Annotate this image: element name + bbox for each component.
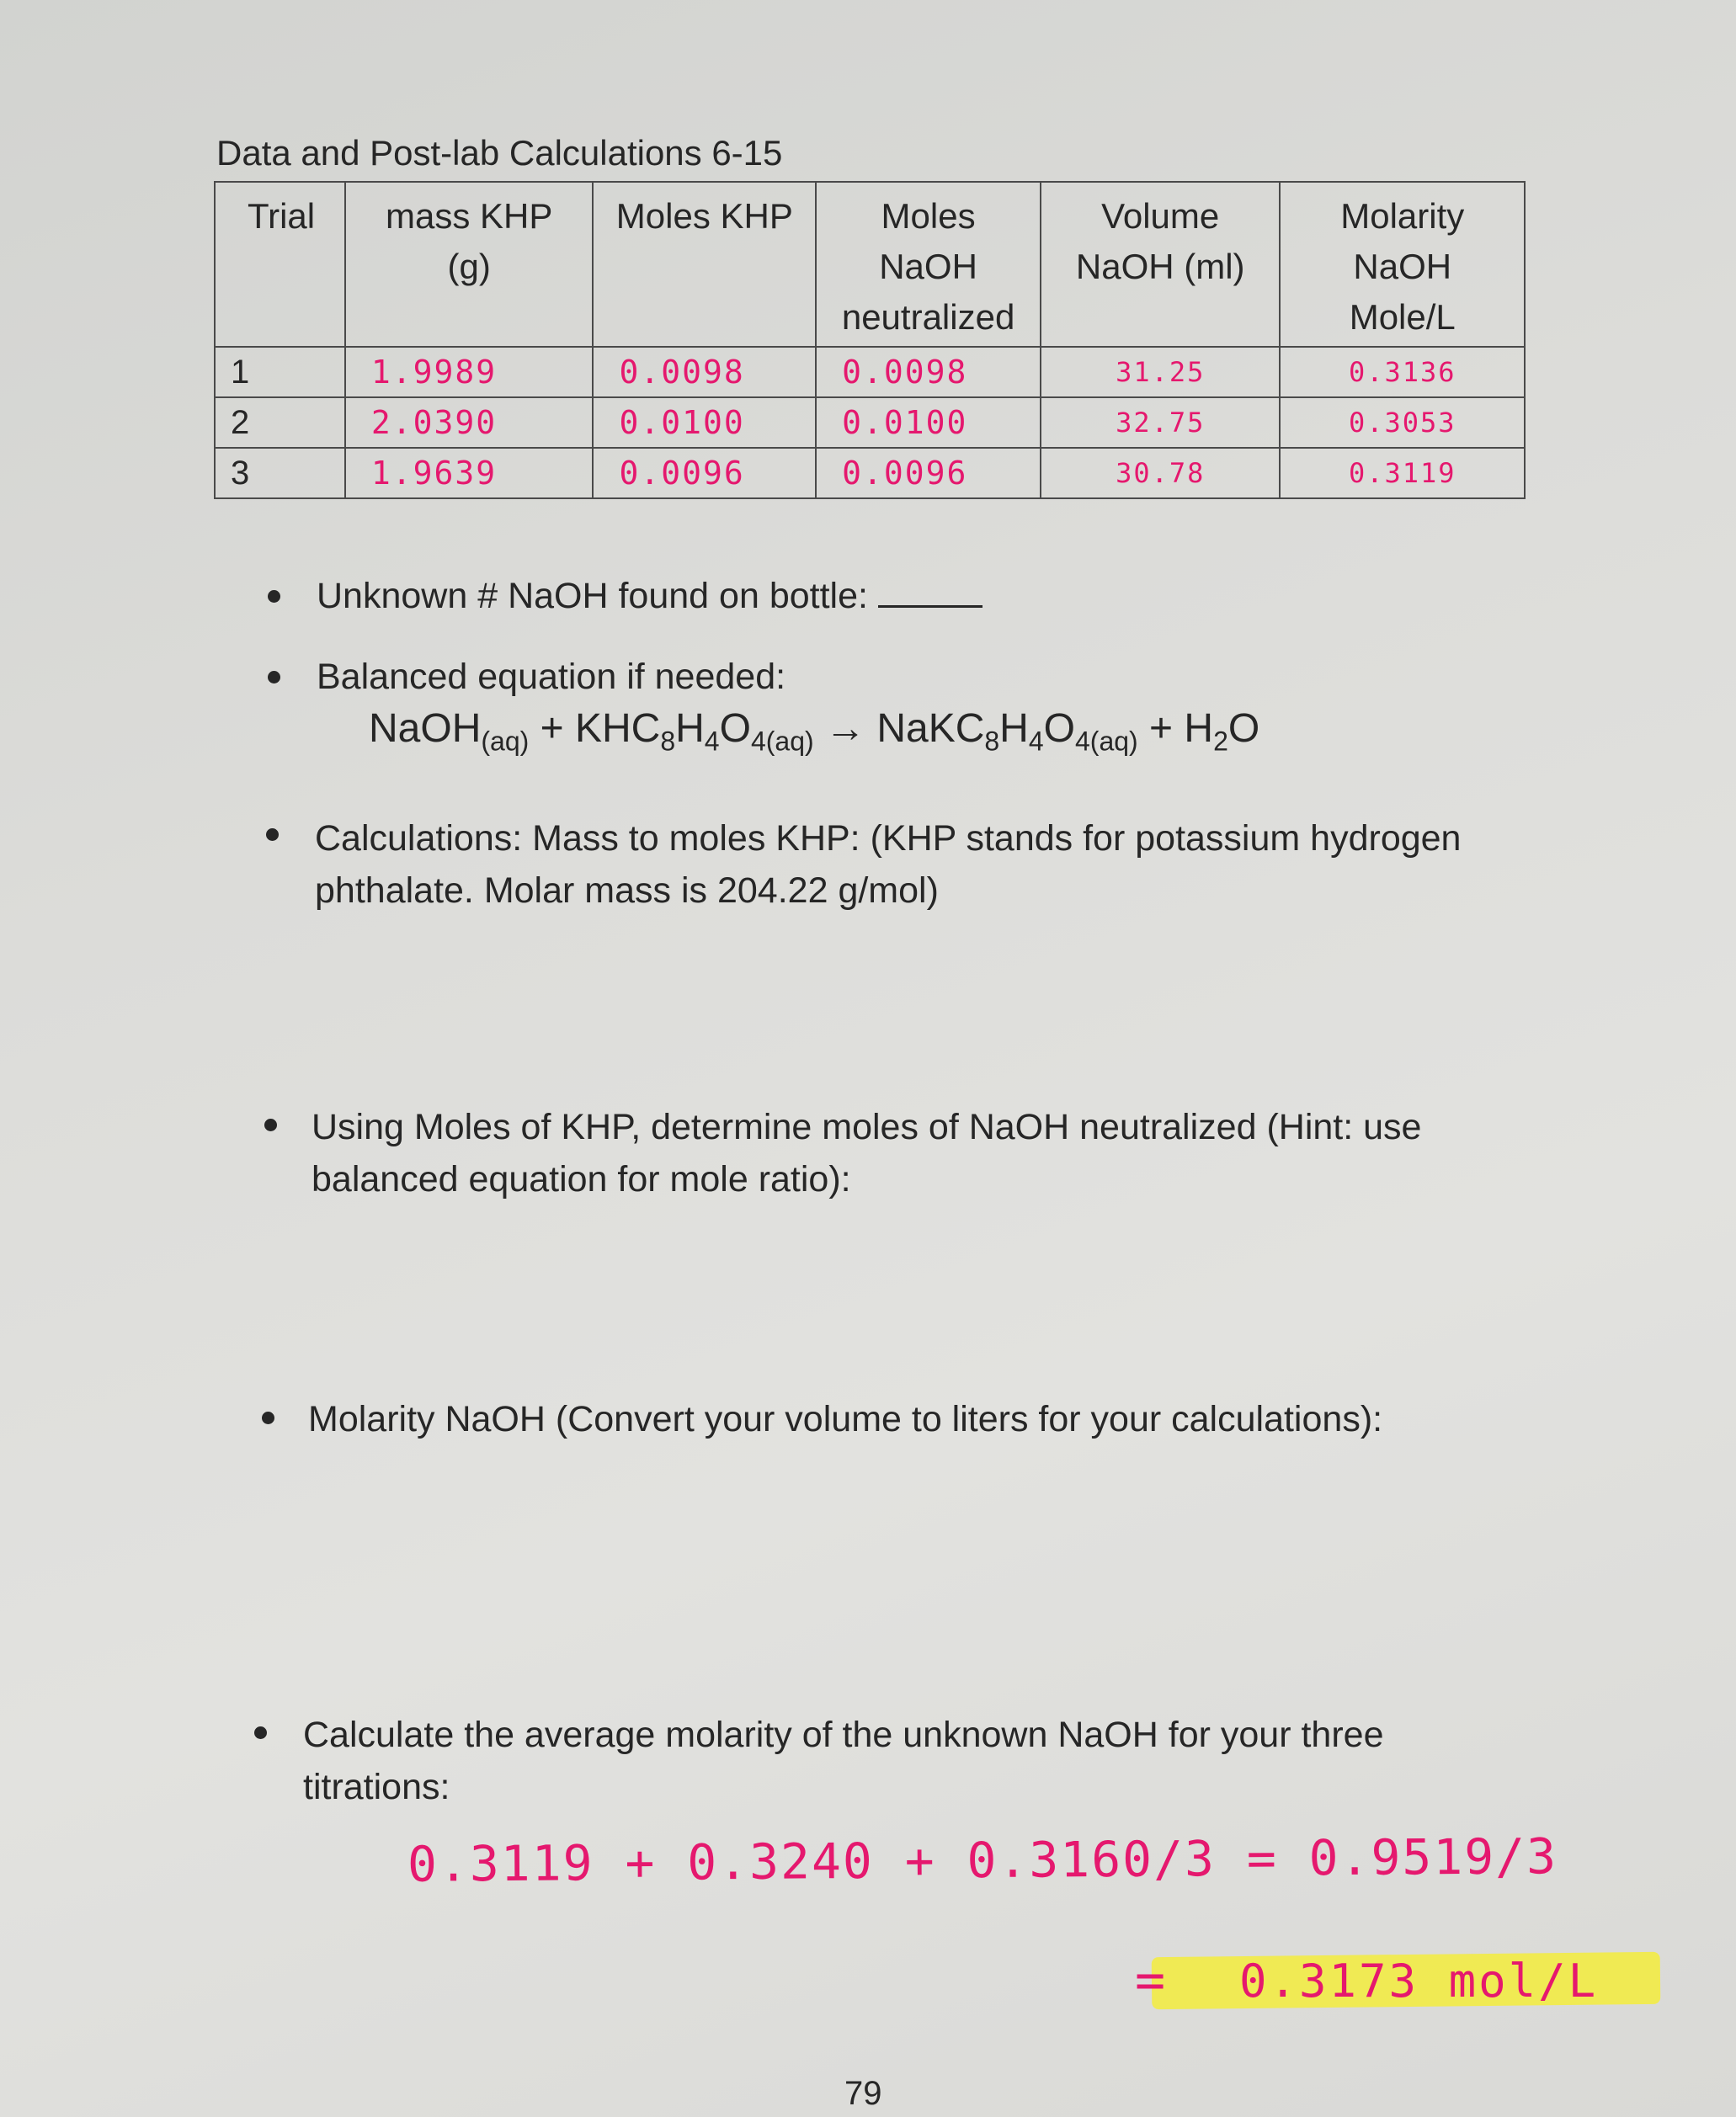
- bullet-molarity: [308, 1393, 1382, 1445]
- header-volume-naoh: Volume NaOH (ml): [1041, 182, 1280, 347]
- trial-number: 2: [215, 397, 345, 448]
- bullet-moles-naoh: [312, 1101, 1421, 1205]
- trial-number: 1: [215, 347, 345, 397]
- moles-khp-value: 0.0096: [593, 448, 816, 498]
- volume-naoh-value: 30.78: [1041, 448, 1280, 498]
- table-row: [215, 347, 1525, 397]
- bullet-dot: [268, 671, 280, 684]
- table-header-row: [215, 182, 1525, 347]
- moles-naoh-value: 0.0096: [816, 448, 1041, 498]
- bullet-dot: [254, 1726, 267, 1739]
- page-number: 79: [844, 2075, 882, 2112]
- moles-khp-value: 0.0098: [593, 347, 816, 397]
- header-molarity-naoh: Molarity NaOH Mole/L: [1280, 182, 1525, 347]
- header-trial: Trial: [215, 182, 345, 347]
- bullet-balanced-text: Balanced equation if needed:: [317, 657, 786, 697]
- bullet-unknown-naoh: [317, 570, 982, 622]
- bullet-dot: [268, 590, 280, 603]
- handwritten-average-expression: 0.3119 + 0.3240 + 0.3160/3 = 0.9519/3: [407, 1827, 1558, 1893]
- moles-naoh-value: 0.0098: [816, 347, 1041, 397]
- mass-khp-value: 1.9989: [345, 347, 594, 397]
- balanced-equation: NaOH$_{(aq)}$ + $KHC_8H_4O_{4(aq)}$ → $NaKC_8H_4O_{4(aq)} + H_2O$: [369, 706, 1260, 757]
- header-moles-khp: Moles KHP: [593, 182, 816, 347]
- molarity-naoh-value: 0.3053: [1280, 397, 1525, 448]
- molarity-text: Molarity NaOH (Convert your volume to liters for your calculations):: [308, 1399, 1383, 1439]
- section-title: Data and Post-lab Calculations 6-15: [216, 133, 783, 173]
- handwritten-equals: =: [1135, 1951, 1166, 2010]
- volume-naoh-value: 31.25: [1041, 347, 1280, 397]
- bullet-average: [303, 1709, 1384, 1813]
- moles-line-2: balanced equation for mole ratio):: [312, 1159, 851, 1199]
- molarity-naoh-value: 0.3119: [1280, 448, 1525, 498]
- reaction-arrow-icon: →: [824, 706, 865, 751]
- mass-khp-value: 2.0390: [345, 397, 594, 448]
- table-row: [215, 448, 1525, 498]
- data-table: [214, 181, 1526, 499]
- moles-khp-value: 0.0100: [593, 397, 816, 448]
- handwritten-result: 0.3173 mol/L: [1239, 1955, 1599, 2008]
- moles-line-1: Using Moles of KHP, determine moles of NaOH neutralized (Hint: use: [312, 1107, 1422, 1147]
- bullet-calculations: [315, 812, 1461, 917]
- header-mass-khp: mass KHP (g): [345, 182, 594, 347]
- calculations-line-2: phthalate. Molar mass is 204.22 g/mol): [315, 870, 939, 911]
- bullet-unknown-text: Unknown # NaOH found on bottle:: [317, 576, 868, 616]
- volume-naoh-value: 32.75: [1041, 397, 1280, 448]
- average-line-2: titrations:: [303, 1767, 450, 1807]
- bullet-dot: [264, 1119, 277, 1131]
- table-row: [215, 397, 1525, 448]
- bullet-dot: [262, 1412, 274, 1424]
- unknown-answer-blank[interactable]: [878, 572, 982, 608]
- calculations-line-1: Calculations: Mass to moles KHP: (KHP stands for potassium hydrogen: [315, 818, 1462, 859]
- bullet-dot: [266, 828, 279, 841]
- average-line-1: Calculate the average molarity of the unknown NaOH for your three: [303, 1715, 1384, 1755]
- moles-naoh-value: 0.0100: [816, 397, 1041, 448]
- header-moles-naoh: Moles NaOH neutralized: [816, 182, 1041, 347]
- mass-khp-value: 1.9639: [345, 448, 594, 498]
- molarity-naoh-value: 0.3136: [1280, 347, 1525, 397]
- trial-number: 3: [215, 448, 345, 498]
- bullet-balanced-equation: [317, 651, 785, 703]
